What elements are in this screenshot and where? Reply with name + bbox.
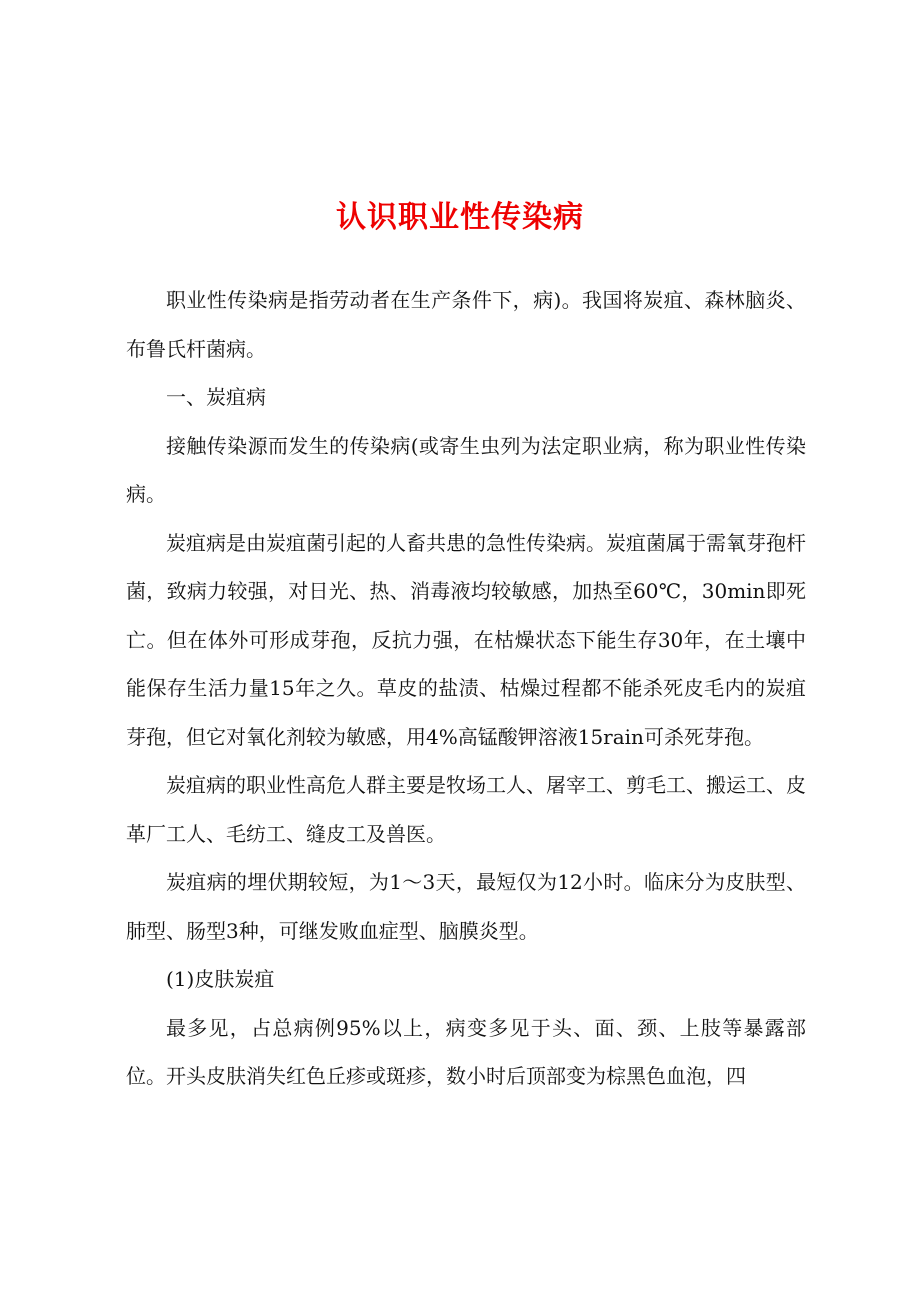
subheading-skin-anthrax: (1)皮肤炭疽 (166, 967, 275, 991)
document-body (126, 276, 806, 1101)
page-title: 认识职业性传染病 (336, 200, 584, 235)
paragraph-risk-groups: 炭疽病的职业性高危人群主要是牧场工人、屠宰工、剪毛工、搬运工、皮革厂工人、毛纺工、缝皮工及兽医。 (126, 773, 806, 846)
paragraph-skin-anthrax: 最多见，占总病例95%以上，病变多见于头、面、颈、上肢等暴露部位。开头皮肤消失红色丘疹或斑疹，数小时后顶部变为棕黑色血泡，四 (126, 1015, 806, 1088)
paragraph-definition: 接触传染源而发生的传染病(或寄生虫列为法定职业病，称为职业性传染病。 (126, 433, 806, 506)
section-heading-anthrax: 一、炭疽病 (166, 385, 266, 409)
paragraph-pathogen: 炭疽病是由炭疽菌引起的人畜共患的急性传染病。炭疽菌属于需氧芽孢杆菌，致病力较强，对日光、热、消毒液均较敏感，加热至60℃，30min即死亡。但在体外可形成芽孢，反抗力强，在枯燥状态下能生存30年，在土壤中能保存生活力量15年之久。草皮的盐渍、枯燥过程都不能杀死皮毛内的炭疽芽孢，但它对氧化剂较为敏感，用4%高锰酸钾溶液15rain可杀死芽孢。 (126, 530, 806, 749)
paragraph-intro: 职业性传染病是指劳动者在生产条件下，病)。我国将炭疽、森林脑炎、布鲁氏杆菌病。 (126, 288, 806, 361)
paragraph-incubation: 炭疽病的埋伏期较短，为1～3天，最短仅为12小时。临床分为皮肤型、肺型、肠型3种，可继发败血症型、脑膜炎型。 (126, 870, 806, 943)
